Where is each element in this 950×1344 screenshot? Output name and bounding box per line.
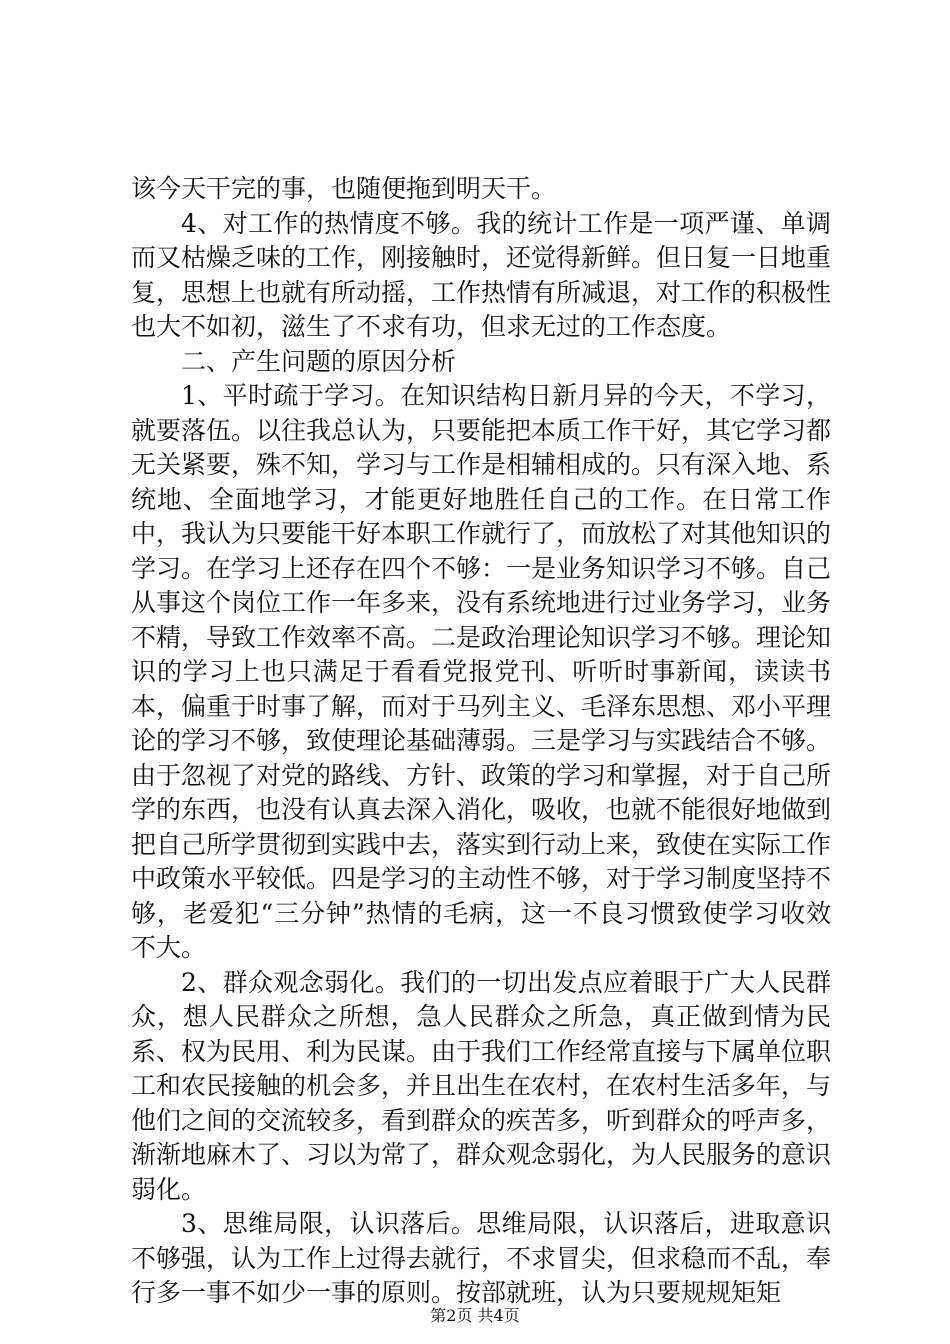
paragraph-cause-3: 3、思维局限，认识落后。思维局限，认识落后，进取意识不够强，认为工作上过得去就行，不求冒尖，但求稳而不乱，奉行多一事不如少一事的原则。按部就班，认为只要规规矩矩 — [131, 1209, 832, 1307]
section-heading: 二、产生问题的原因分析 — [181, 346, 457, 376]
paragraph-cause-2: 2、群众观念弱化。我们的一切出发点应着眼于广大人民群众，想人民群众之所想，急人民群众之所急，真正做到情为民系、权为民用、利为民谋。由于我们工作经常直接与下属单位职工和农民接触的机会多，并且出生在农村，在农村生活多年，与他们之间的交流较多，看到群众的疾苦多，听到群众的呼声多，渐渐地麻木了、习以为常了，群众观念弱化，为人民服务的意识弱化。 — [131, 967, 832, 1204]
paragraph-item-4: 4、对工作的热情度不够。我的统计工作是一项严谨、单调而又枯燥乏味的工作，刚接触时，还觉得新鲜。但日复一日地重复，思想上也就有所动摇，工作热情有所减退，对工作的积极性也大不如初，滋生了不求有功，但求无过的工作态度。 — [131, 208, 832, 341]
page-number-footer: 第2页 共4页 — [430, 1306, 520, 1325]
paragraph-cause-1: 1、平时疏于学习。在知识结构日新月异的今天，不学习，就要落伍。以往我总认为，只要能把本质工作干好，其它学习都无关紧要，殊不知，学习与工作是相辅相成的。只有深入地、系统地、全面地学习，才能更好地胜任自己的工作。在日常工作中，我认为只要能干好本职工作就行了，而放松了对其他知识的学习。在学习上还存在四个不够：一是业务知识学习不够。自己从事这个岗位工作一年多来，没有系统地进行过业务学习，业务不精，导致工作效率不高。二是政治理论知识学习不够。理论知识的学习上也只满足于看看党报党刊、听听时事新闻，读读书本，偏重于时事了解，而对于马列主义、毛泽东思想、邓小平理论的学习不够，致使理论基础薄弱。三是学习与实践结合不够。由于忽视了对党的路线、方针、政策的学习和掌握，对于自己所学的东西，也没有认真去深入消化，吸收，也就不能很好地做到把自己所学贯彻到实践中去，落实到行动上来，致使在实际工作中政策水平较低。四是学习的主动性不够，对于学习制度坚持不够，老爱犯“三分钟”热情的毛病，这一不良习惯致使学习收效不大。 — [131, 381, 832, 962]
document-body — [131, 172, 831, 1311]
paragraph-continuation: 该今天干完的事，也随便拖到明天干。 — [131, 174, 557, 203]
